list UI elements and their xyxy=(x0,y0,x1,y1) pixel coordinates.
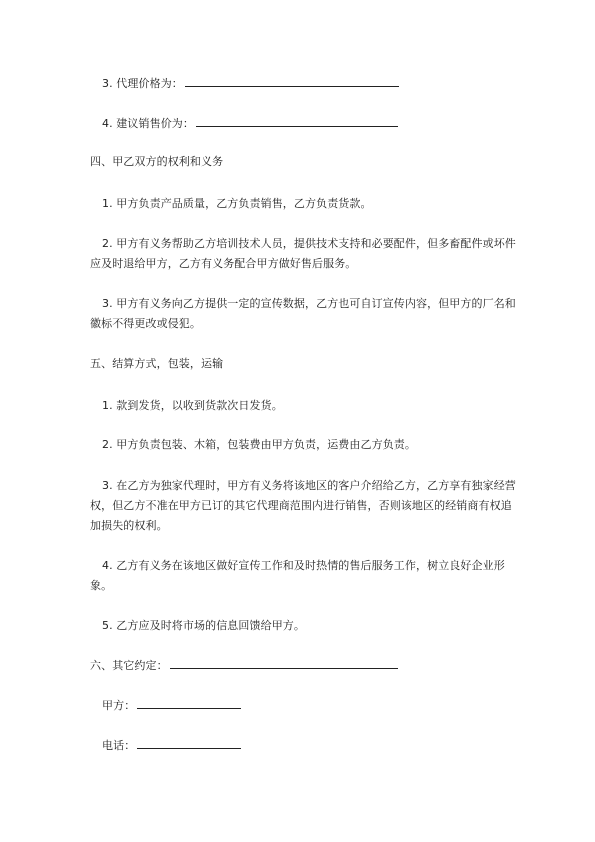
phone-blank xyxy=(137,736,241,749)
clause-settlement-1: 1. 款到发货，以收到货款次日发货。 xyxy=(102,399,283,412)
agency-price-line xyxy=(90,74,518,94)
agency-price-label: 3. 代理价格为： xyxy=(102,77,183,90)
clause-rights-3: 3. 甲方有义务向乙方提供一定的宣传数据，乙方也可自订宣传内容，但甲方的厂名和徽标不得更改或侵犯。 xyxy=(90,297,516,330)
other-terms-label: 六、其它约定： xyxy=(90,659,168,672)
suggested-price-blank xyxy=(196,114,398,127)
party-a-label: 甲方： xyxy=(102,699,136,712)
agency-price-blank xyxy=(185,74,399,87)
clause-settlement-2: 2. 甲方负责包装、木箱，包装费由甲方负责，运费由乙方负责。 xyxy=(102,438,416,451)
suggested-price-line xyxy=(90,114,518,134)
clause-settlement-5: 5. 乙方应及时将市场的信息回馈给甲方。 xyxy=(102,619,305,632)
party-a-line xyxy=(90,696,518,716)
phone-label: 电话： xyxy=(102,739,136,752)
clause-settlement-4: 4. 乙方有义务在该地区做好宣传工作和及时热情的售后服务工作，树立良好企业形象。 xyxy=(90,559,505,592)
other-terms-line xyxy=(90,656,518,676)
section-heading-rights: 四、甲乙双方的权利和义务 xyxy=(90,155,224,168)
other-terms-blank xyxy=(170,656,398,669)
clause-rights-1: 1. 甲方负责产品质量，乙方负责销售，乙方负责货款。 xyxy=(102,197,372,210)
clause-rights-2: 2. 甲方有义务帮助乙方培训技术人员，提供技术支持和必要配件，但多畜配件或坏件应及时退给甲方，乙方有义务配合甲方做好售后服务。 xyxy=(90,237,516,270)
phone-line xyxy=(90,736,518,756)
section-heading-settlement: 五、结算方式，包装，运输 xyxy=(90,357,224,370)
party-a-blank xyxy=(137,696,241,709)
clause-settlement-3: 3. 在乙方为独家代理时，甲方有义务将该地区的客户介绍给乙方，乙方享有独家经营权，但乙方不准在甲方已订的其它代理商范围内进行销售，否则该地区的经销商有权追加损失的权利。 xyxy=(90,479,516,532)
suggested-price-label: 4. 建议销售价为： xyxy=(102,117,194,130)
